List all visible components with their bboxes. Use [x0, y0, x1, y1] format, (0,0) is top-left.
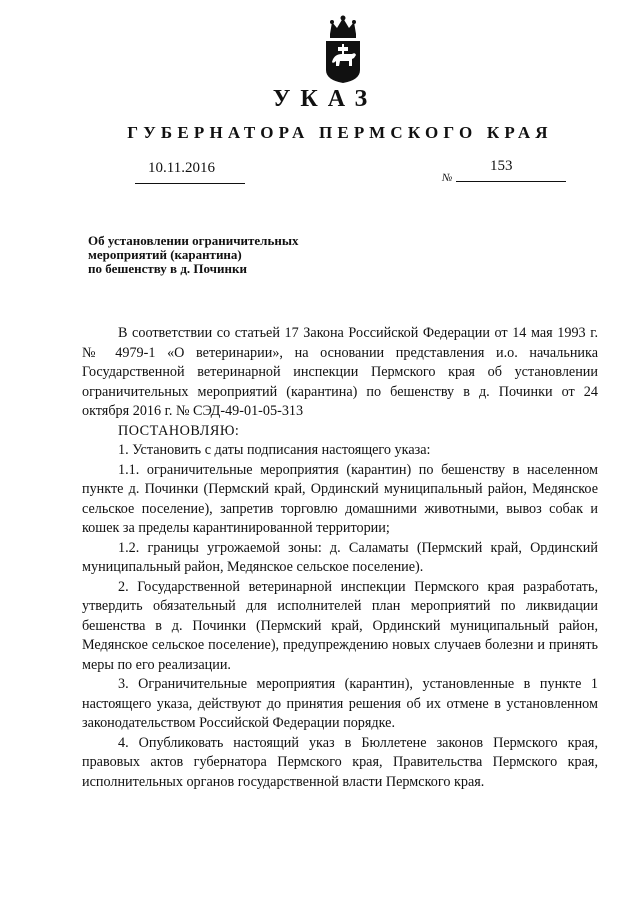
coat-of-arms-emblem	[322, 14, 364, 84]
preamble-paragraph: В соответствии со статьей 17 Закона Российской Федерации от 14 мая 1993 г. № 4979-1 «О ветеринарии», на основании представления и.о. начальника Государственной ветеринарной инспекции Пермского края об установлении ограничительных мероприятий (карантина) по бешенству в д. Починки от 24 октября 2016 г. № СЭД-49-01-05-313	[82, 325, 598, 419]
heading-line: Об установлении ограничительных	[88, 233, 299, 248]
heading-line: мероприятий (карантина)	[88, 247, 242, 262]
document-heading	[88, 234, 408, 276]
clause-paragraph: 3. Ограничительные мероприятия (карантин), установленные в пункте 1 настоящего указа, действуют до принятия решения об их отмене в установленном законодательством Российской Федерации порядке.	[82, 676, 598, 731]
clause-paragraph: 2. Государственной ветеринарной инспекции Пермского края разработать, утвердить обязательный для исполнителей план мероприятий по ликвидации бешенства в д. Починки (Пермский край, Ординский муниципальный район, Медянское сельское поселение), предупреждению новых случаев болезни и принять меры по его реализации.	[82, 578, 598, 673]
number-underline	[456, 181, 566, 182]
decree-word: ПОСТАНОВЛЯЮ:	[118, 422, 240, 439]
clause-paragraph: 1.2. границы угрожаемой зоны: д. Саламаты (Пермский край, Ординский муниципальный район, Медянское сельское поселение).	[82, 539, 598, 575]
date-underline	[135, 183, 245, 184]
number-sign: №	[442, 172, 453, 184]
clause-paragraph: 4. Опубликовать настоящий указ в Бюллетене законов Пермского края, правовых актов губернатора Пермского края, Правительства Пермского края, исполнительных органов государственной власти Пермского края.	[82, 734, 598, 790]
clause-paragraph: 1. Установить с даты подписания настоящего указа:	[118, 442, 431, 458]
heading-line: по бешенству в д. Починки	[88, 261, 247, 276]
clause-paragraph: 1.1. ограничительные мероприятия (карантин) по бешенству в населенном пункте д. Починки (Пермский край, Ординский муниципальный район, Медянское сельское поселение), запретив торговлю домашними животными, вывоз собак и кошек за пределы карантинированной территории;	[82, 461, 598, 536]
document-subtitle: ГУБЕРНАТОРА ПЕРМСКОГО КРАЯ	[127, 123, 553, 142]
document-date: 10.11.2016	[148, 160, 215, 176]
document-title: УКАЗ	[272, 86, 378, 112]
document-body	[82, 324, 598, 792]
document-number: 153	[490, 158, 513, 174]
